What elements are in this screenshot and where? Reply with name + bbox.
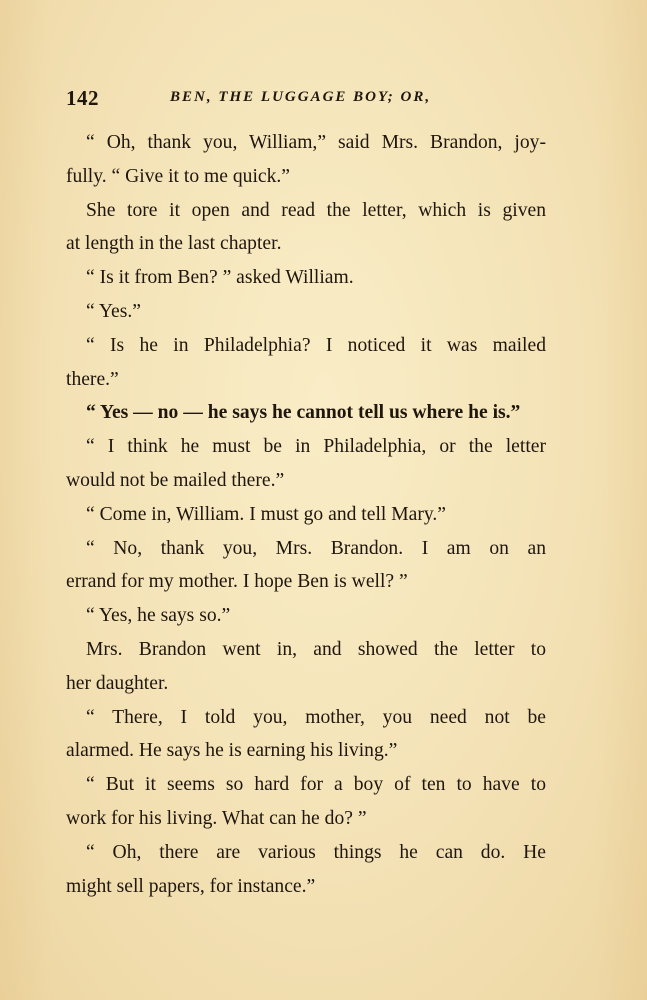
paragraph (66, 194, 546, 262)
text-line: “ Is he in Philadelphia? I noticed it was mailed (86, 334, 546, 356)
text-line: Mrs. Brandon went in, and showed the letter to (86, 638, 546, 660)
paragraph (66, 126, 546, 194)
text-line: would not be mailed there.” (66, 469, 285, 491)
paragraph (66, 295, 546, 329)
paragraph (66, 329, 546, 397)
text-line: “ Yes — no — he says he cannot tell us where he is.” (86, 402, 521, 424)
paragraph (66, 768, 546, 836)
paragraph (66, 430, 546, 498)
text-line: work for his living. What can he do? ” (66, 807, 367, 829)
paragraph (66, 701, 546, 769)
text-line: “ Come in, William. I must go and tell Mary.” (86, 503, 446, 525)
paragraph (66, 633, 546, 701)
text-line: “ Oh, there are various things he can do. He (86, 841, 546, 863)
paragraph (66, 261, 546, 295)
text-line: “ Oh, thank you, William,” said Mrs. Brandon, joy- (86, 132, 546, 153)
text-line: at length in the last chapter. (66, 233, 282, 255)
text-line: “ Yes, he says so.” (86, 605, 231, 627)
text-line: errand for my mother. I hope Ben is well? ” (66, 571, 408, 593)
text-line: “ There, I told you, mother, you need not be (86, 706, 546, 728)
page-header (66, 86, 566, 110)
paragraph (66, 599, 546, 633)
paragraph (66, 836, 546, 904)
text-line: alarmed. He says he is earning his living.” (66, 740, 398, 762)
paragraph (66, 532, 546, 600)
text-line: “ But it seems so hard for a boy of ten to have to (86, 774, 546, 796)
text-line: might sell papers, for instance.” (66, 875, 316, 897)
paragraph (66, 498, 546, 532)
running-head: BEN, THE LUGGAGE BOY; OR, (170, 89, 432, 105)
text-line: there.” (66, 368, 119, 390)
text-line: “ No, thank you, Mrs. Brandon. I am on an (86, 537, 546, 559)
text-line: “ Is it from Ben? ” asked William. (86, 267, 354, 289)
text-line: fully. “ Give it to me quick.” (66, 165, 290, 187)
text-line: “ Yes.” (86, 300, 141, 322)
text-line: her daughter. (66, 672, 169, 694)
text-line: She tore it open and read the letter, which is given (86, 199, 546, 221)
body-text (66, 126, 546, 903)
page-number: 142 (66, 86, 99, 110)
text-line: “ I think he must be in Philadelphia, or the letter (86, 436, 546, 458)
paragraph (66, 396, 546, 430)
